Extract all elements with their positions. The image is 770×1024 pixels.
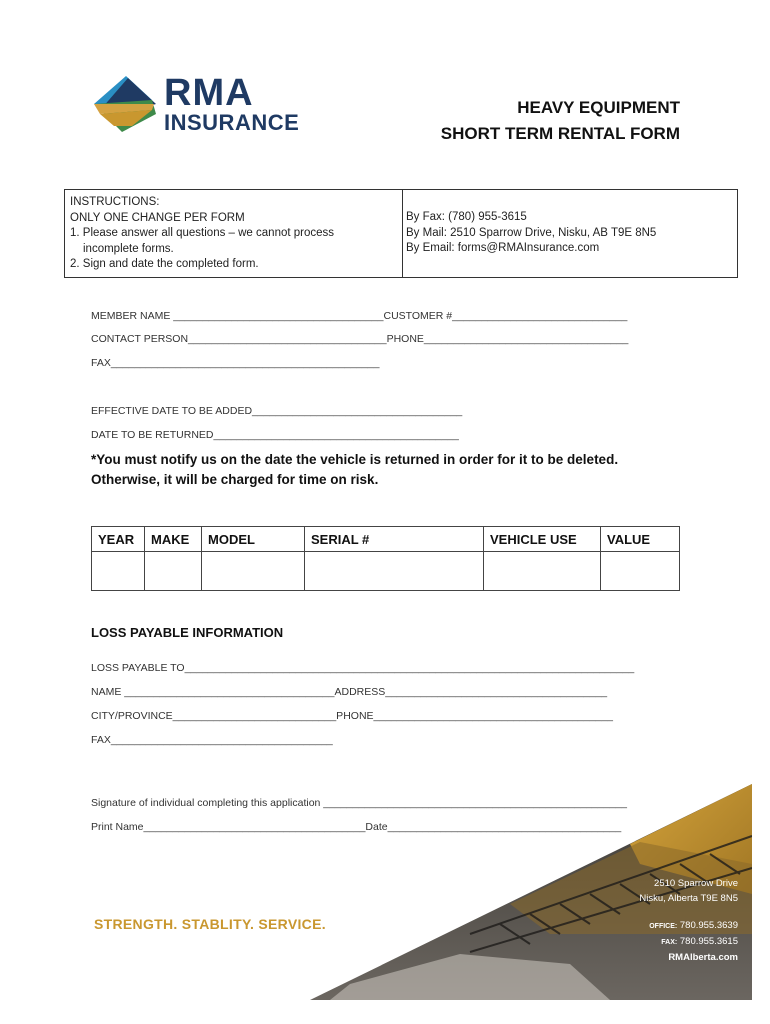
footer-fax: [560, 934, 738, 950]
cell-make-input[interactable]: [145, 552, 202, 591]
submit-by-mail: By Mail: 2510 Sparrow Drive, Nisku, AB T9E 8N5: [406, 226, 657, 239]
footer-address-line1: 2510 Sparrow Drive: [654, 878, 738, 889]
page-title-line1: HEAVY EQUIPMENT: [517, 98, 680, 117]
footer-office: [560, 918, 738, 934]
footer-slogan: STRENGTH. STABLITY. SERVICE.: [94, 916, 326, 932]
logo-text-rma: RMA: [164, 72, 254, 114]
cell-serial-input[interactable]: [305, 552, 484, 591]
col-vehicle-use: VEHICLE USE: [484, 527, 601, 552]
loss-payable-fax-field[interactable]: FAX______________________________________: [91, 734, 333, 746]
col-year: YEAR: [92, 527, 145, 552]
instructions-item-1: 1. Please answer all questions – we cannot process: [70, 227, 335, 239]
instructions-item-1-cont: incomplete forms.: [83, 242, 174, 255]
footer-office-label: OFFICE:: [649, 923, 678, 930]
col-serial: SERIAL #: [305, 527, 484, 552]
cell-year-input[interactable]: [92, 552, 145, 591]
instructions-subheading: ONLY ONE CHANGE PER FORM: [70, 211, 245, 224]
contact-person-field[interactable]: CONTACT PERSON__________________________________PHONE___________________________________: [91, 333, 629, 345]
cell-model-input[interactable]: [202, 552, 305, 591]
loss-payable-city-field[interactable]: CITY/PROVINCE____________________________PHONE_________________________________________: [91, 710, 613, 722]
page-title-line2: SHORT TERM RENTAL FORM: [440, 124, 680, 143]
vehicle-table: [91, 526, 680, 591]
rma-logo: [92, 72, 300, 136]
instructions-item-2: 2. Sign and date the completed form.: [70, 258, 259, 270]
footer-address-line2: Nisku, Alberta T9E 8N5: [639, 893, 738, 904]
footer-fax-number: 780.955.3615: [679, 936, 738, 947]
footer-website[interactable]: RMAlberta.com: [668, 952, 738, 963]
instructions-right: [406, 210, 731, 257]
logo-text-insurance: INSURANCE: [164, 110, 300, 135]
vehicle-table-header: [92, 527, 680, 552]
loss-payable-to-field[interactable]: LOSS PAYABLE TO_____________________________________________________________________________: [91, 662, 635, 674]
submit-by-email: By Email: forms@RMAInsurance.com: [406, 242, 600, 254]
member-name-field[interactable]: MEMBER NAME ____________________________________CUSTOMER #______________________________: [91, 310, 628, 322]
footer-address: [560, 876, 738, 965]
footer-office-number: 780.955.3639: [679, 920, 738, 931]
submit-by-fax: By Fax: (780) 955-3615: [406, 211, 527, 223]
instructions-box: [64, 189, 738, 278]
instructions-left: [70, 195, 400, 273]
effective-date-field[interactable]: EFFECTIVE DATE TO BE ADDED____________________________________: [91, 405, 463, 417]
vehicle-table-row: [92, 552, 680, 591]
col-make: MAKE: [145, 527, 202, 552]
cell-vehicle-use-input[interactable]: [484, 552, 601, 591]
signature-field[interactable]: Signature of individual completing this application ____________________________________________________: [91, 797, 627, 809]
col-model: MODEL: [202, 527, 305, 552]
return-notice: [91, 450, 711, 490]
fax-field[interactable]: FAX______________________________________________: [91, 357, 380, 369]
cell-value-input[interactable]: [601, 552, 680, 591]
instructions-heading: INSTRUCTIONS:: [70, 196, 160, 208]
print-name-date-field[interactable]: Print Name______________________________________Date________________________________________: [91, 821, 622, 833]
return-date-field[interactable]: DATE TO BE RETURNED__________________________________________: [91, 429, 459, 441]
loss-payable-name-field[interactable]: NAME ____________________________________ADDRESS______________________________________: [91, 686, 608, 698]
rma-logo-icon: [92, 74, 158, 134]
return-notice-line2: Otherwise, it will be charged for time on risk.: [91, 472, 379, 487]
footer-fax-label: FAX:: [661, 939, 678, 946]
col-value: VALUE: [601, 527, 680, 552]
loss-payable-heading: LOSS PAYABLE INFORMATION: [91, 625, 284, 640]
return-notice-line1: *You must notify us on the date the vehicle is returned in order for it to be deleted.: [91, 452, 619, 467]
instructions-divider: [402, 190, 403, 277]
